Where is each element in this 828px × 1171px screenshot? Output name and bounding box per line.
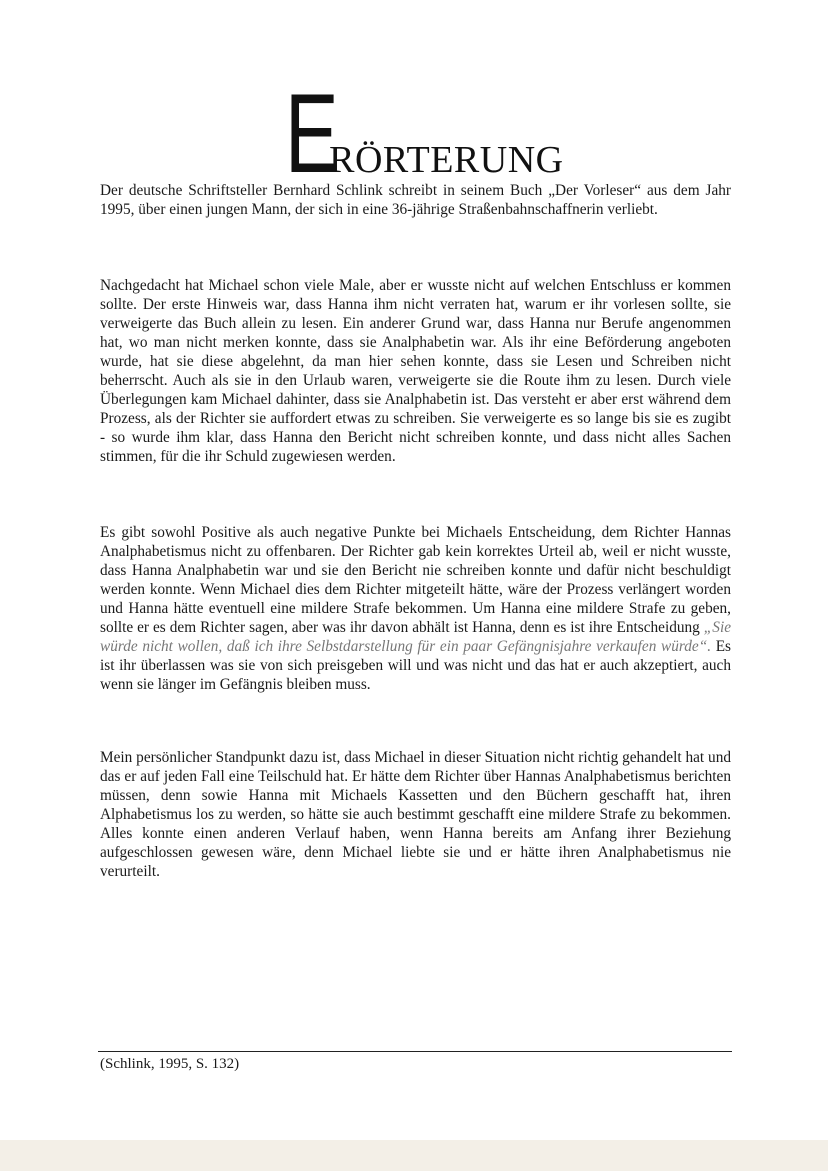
body-paragraph-3: Mein persönlicher Standpunkt dazu ist, dass Michael in dieser Situation nicht richtig gehandelt hat und das er auf jeden Fall eine Teilschuld hat. Er hätte dem Richter über Hannas Analphabetismus berichten müssen, denn sowie Hanna mit Michaels Kassetten und den Büchern geschafft hat, ihren Alphabetismus los zu werden, so hätte sie auch bestimmt geschafft eine mildere Strafe zu bekommen. Alles konnte einen anderen Verlauf haben, wenn Hanna bereits am Anfang ihrer Beziehung aufgeschlossen gewesen wäre, denn Michael liebte sie und er hätte ihren Analphabetismus nie verurteilt.: [100, 749, 731, 880]
page-title: [0, 71, 828, 196]
title-initial: E: [285, 71, 340, 196]
body-paragraph-1: Nachgedacht hat Michael schon viele Male, aber er wusste nicht auf welchen Entschluss er kommen sollte. Der erste Hinweis war, dass Hanna ihm nicht verraten hat, warum er ihr vorlesen sollte, sie verweigerte das Buch allein zu lesen. Ein anderer Grund war, dass Hanna nur Berufe angenommen hat, wo man nicht merken konnte, dass sie Analphabetin war. Als ihr eine Beförderung angeboten wurde, hat sie diese abgelehnt, da man hier sehen konnte, dass sie Lesen und Schreiben nicht beherrscht. Auch als sie in den Urlaub waren, verweigerte sie die Route ihm zu lesen. Durch viele Überlegungen kam Michael dahinter, dass sie Analphabetin ist. Das versteht er aber erst während dem Prozess, als der Richter sie auffordert etwas zu schreiben. Sie verweigerte es so lange bis sie es zugibt - so wurde ihm klar, dass Hanna den Bericht nicht schreiben konnte, und dass nicht alles Sachen stimmen, für die ihr Schuld zugewiesen werden.: [100, 277, 731, 465]
book-quote: „Sie würde nicht wollen, daß ich ihre Selbstdarstellung für ein paar Gefängnisjahre verkaufen würde“.: [100, 619, 731, 655]
page-bottom-band: [0, 1140, 828, 1171]
body-paragraph-2: [100, 523, 731, 694]
intro-paragraph: Der deutsche Schriftsteller Bernhard Schlink schreibt in seinem Buch „Der Vorleser“ aus dem Jahr 1995, über einen jungen Mann, der sich in eine 36-jährige Straßenbahnschaffnerin verliebt.: [100, 182, 731, 218]
footnote-divider: [98, 1051, 732, 1052]
paragraph-2-text-2: Es ist ihr überlassen was sie von sich preisgeben will und was nicht und das hat er auch akzeptiert, auch wenn sie länger im Gefängnis bleiben muss.: [100, 638, 731, 693]
title-rest: RÖRTERUNG: [329, 139, 564, 181]
footnote: (Schlink, 1995, S. 132): [100, 1056, 240, 1072]
paragraph-2-text-1: Es gibt sowohl Positive als auch negative Punkte bei Michaels Entscheidung, dem Richter Hannas Analphabetismus nicht zu offenbaren. Der Richter gab kein korrektes Urteil ab, weil er nicht wusste, dass Hanna Analphabetin war und sie den Bericht nie schreiben konnte und dafür nicht beschuldigt werden konnte. Wenn Michael dies dem Richter mitgeteilt hätte, wäre der Prozess verlängert worden und Hanna hätte eventuell eine mildere Strafe bekommen. Um Hanna eine mildere Strafe zu geben, sollte er es dem Richter sagen, aber was ihr davon abhält ist Hanna, denn es ist ihre Entscheidung: [100, 524, 731, 636]
